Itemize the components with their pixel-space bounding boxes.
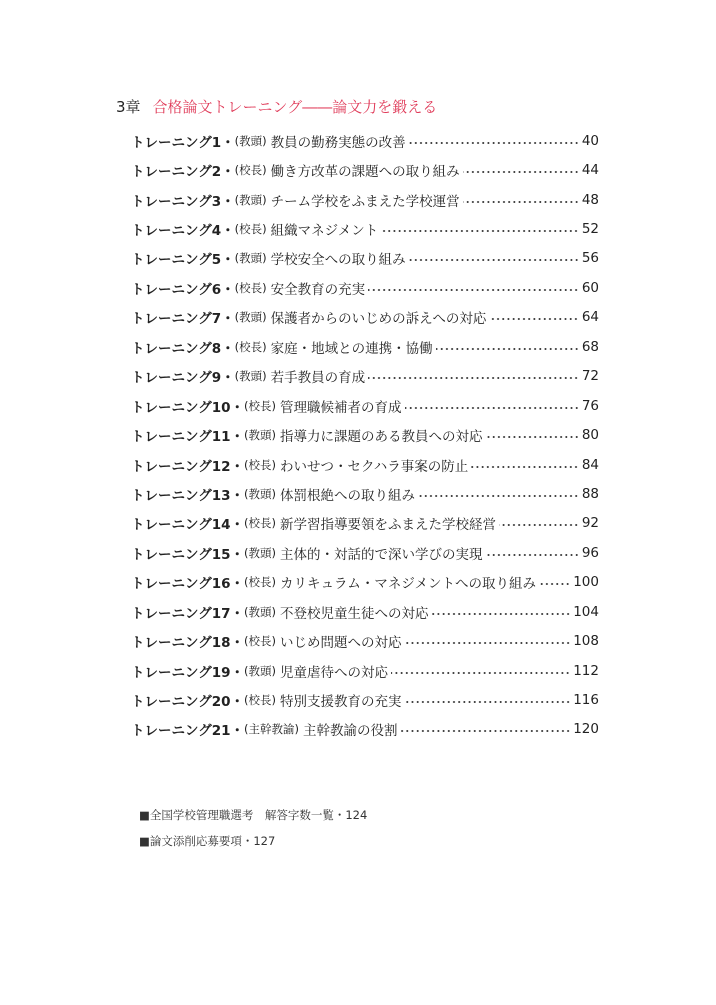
toc-entry bbox=[131, 155, 599, 184]
toc-entry-title: 新学習指導要領をふまえた学校経営 bbox=[280, 517, 497, 534]
leader-dots bbox=[405, 642, 571, 644]
leader-dots bbox=[463, 171, 579, 173]
toc-entry-page: 64 bbox=[581, 309, 599, 326]
toc-entry-title: 安全教育の充実 bbox=[270, 281, 366, 298]
toc-entry-title: 特別支援教育の充実 bbox=[280, 694, 402, 711]
chapter-heading bbox=[116, 97, 437, 117]
toc-entry-page: 80 bbox=[581, 427, 599, 444]
toc-entry-title: 学校安全への取り組み bbox=[270, 252, 406, 269]
toc-entry-title: 家庭・地域との連携・協働 bbox=[270, 340, 433, 357]
toc-entry-page: 96 bbox=[581, 544, 599, 561]
toc-entry-title: 管理職候補者の育成 bbox=[280, 399, 402, 416]
leader-dots bbox=[486, 554, 579, 556]
toc-entry-label: トレーニング8・ bbox=[131, 340, 235, 357]
leader-dots bbox=[405, 407, 579, 409]
leader-dots bbox=[381, 230, 579, 232]
toc-entry-label: トレーニング4・ bbox=[131, 223, 235, 240]
toc-entry-title: 児童虐待への対応 bbox=[280, 664, 389, 681]
toc-entry-page: 56 bbox=[581, 250, 599, 267]
toc-entry-title: 働き方改革の課題への取り組み bbox=[270, 164, 460, 181]
toc-entry-label: トレーニング10・ bbox=[131, 399, 245, 416]
toc-entry-page: 108 bbox=[573, 633, 599, 650]
toc-entry-role: (教頭) bbox=[244, 428, 277, 443]
toc-entry-page: 84 bbox=[581, 456, 599, 473]
appendix-item: ■論文添削応募要項・127 bbox=[139, 834, 276, 848]
toc-entry-label: トレーニング9・ bbox=[131, 370, 235, 387]
toc-entry-label: トレーニング1・ bbox=[131, 134, 235, 151]
toc-entry-role: (校長) bbox=[244, 516, 277, 531]
toc-entry-page: 104 bbox=[573, 603, 599, 620]
toc-entry-role: (校長) bbox=[234, 222, 267, 237]
toc-entry-label: トレーニング11・ bbox=[131, 429, 245, 446]
toc-entry-title: 組織マネジメント bbox=[270, 223, 379, 240]
leader-dots bbox=[409, 142, 579, 144]
appendix-item: ■全国学校管理職選考 解答字数一覧・124 bbox=[139, 808, 368, 822]
toc-entry-label: トレーニング6・ bbox=[131, 281, 235, 298]
toc-entry-page: 88 bbox=[581, 485, 599, 502]
toc-entry bbox=[131, 685, 599, 714]
leader-dots bbox=[432, 613, 571, 615]
toc-entry-title: いじめ問題への対応 bbox=[280, 635, 402, 652]
toc-entry-title: 指導力に課題のある教員への対応 bbox=[280, 429, 483, 446]
toc-entry bbox=[131, 509, 599, 538]
toc-entry-role: (教頭) bbox=[234, 251, 267, 266]
leader-dots bbox=[539, 583, 570, 585]
toc-entry-role: (主幹教諭) bbox=[244, 722, 300, 737]
toc-entry bbox=[131, 450, 599, 479]
toc-entry-role: (校長) bbox=[244, 634, 277, 649]
toc-entry-label: トレーニング3・ bbox=[131, 193, 235, 210]
leader-dots bbox=[436, 348, 579, 350]
toc-entry-page: 112 bbox=[573, 662, 599, 679]
toc-entry-role: (教頭) bbox=[244, 663, 277, 678]
chapter-number: 3章 bbox=[116, 98, 141, 116]
toc-entry-label: トレーニング13・ bbox=[131, 487, 245, 504]
leader-dots bbox=[368, 289, 579, 291]
toc-entry-role: (教頭) bbox=[234, 310, 267, 325]
toc-entry-label: トレーニング17・ bbox=[131, 605, 245, 622]
toc-entry-page: 120 bbox=[573, 721, 599, 738]
toc-entry bbox=[131, 303, 599, 332]
toc-entry-page: 72 bbox=[581, 368, 599, 385]
toc-entry-page: 44 bbox=[581, 162, 599, 179]
toc-entry-label: トレーニング5・ bbox=[131, 252, 235, 269]
toc-entry-title: カリキュラム・マネジメントへの取り組み bbox=[280, 576, 536, 593]
toc-entry-role: (校長) bbox=[244, 457, 277, 472]
toc-entry-label: トレーニング15・ bbox=[131, 546, 245, 563]
toc-entry-page: 60 bbox=[581, 279, 599, 296]
toc-entry-page: 40 bbox=[581, 132, 599, 149]
toc-entry-label: トレーニング21・ bbox=[131, 723, 245, 740]
toc-entry-title: 主幹教諭の役割 bbox=[303, 723, 398, 740]
toc-entry-role: (校長) bbox=[244, 398, 277, 413]
toc-entry bbox=[131, 538, 599, 567]
toc-entry-page: 76 bbox=[581, 397, 599, 414]
toc-entry bbox=[131, 568, 599, 597]
toc-entry bbox=[131, 715, 599, 744]
toc-entry bbox=[131, 244, 599, 273]
toc-entry-label: トレーニング18・ bbox=[131, 635, 245, 652]
toc-entry-label: トレーニング7・ bbox=[131, 311, 235, 328]
toc-entry bbox=[131, 479, 599, 508]
chapter-title: 合格論文トレーニング――論文力を鍛える bbox=[152, 98, 438, 116]
leader-dots bbox=[401, 730, 571, 732]
toc-entry bbox=[131, 332, 599, 361]
leader-dots bbox=[489, 318, 578, 320]
toc-entry-page: 116 bbox=[573, 692, 599, 709]
toc-entry-role: (教頭) bbox=[244, 604, 277, 619]
toc-entry-page: 68 bbox=[581, 338, 599, 355]
toc-entry-label: トレーニング12・ bbox=[131, 458, 245, 475]
toc-entry-label: トレーニング2・ bbox=[131, 164, 235, 181]
leader-dots bbox=[391, 672, 570, 674]
toc-entry bbox=[131, 214, 599, 243]
leader-dots bbox=[409, 259, 579, 261]
toc-entry-page: 92 bbox=[581, 515, 599, 532]
toc-entry bbox=[131, 656, 599, 685]
toc-entry bbox=[131, 362, 599, 391]
leader-dots bbox=[418, 495, 579, 497]
toc-entry-title: チーム学校をふまえた学校運営 bbox=[270, 193, 460, 210]
leader-dots bbox=[368, 377, 579, 379]
toc-entry-page: 52 bbox=[581, 221, 599, 238]
toc-entry-label: トレーニング16・ bbox=[131, 576, 245, 593]
toc-entry-role: (校長) bbox=[244, 693, 277, 708]
toc-entry bbox=[131, 420, 599, 449]
toc-entry-role: (教頭) bbox=[244, 486, 277, 501]
toc-entry bbox=[131, 185, 599, 214]
appendix-list bbox=[139, 806, 367, 858]
leader-dots bbox=[463, 201, 579, 203]
toc-entry-role: (教頭) bbox=[234, 133, 267, 148]
toc-entry bbox=[131, 626, 599, 655]
toc-entry-role: (教頭) bbox=[234, 369, 267, 384]
leader-dots bbox=[499, 524, 579, 526]
toc-entry-title: 教員の勤務実態の改善 bbox=[270, 134, 406, 151]
toc-entry bbox=[131, 273, 599, 302]
leader-dots bbox=[405, 701, 571, 703]
toc-entry-title: 主体的・対話的で深い学びの実現 bbox=[280, 546, 483, 563]
toc-entry-title: わいせつ・セクハラ事案の防止 bbox=[280, 458, 469, 475]
toc-entry-role: (校長) bbox=[234, 339, 267, 354]
toc-entry bbox=[131, 597, 599, 626]
leader-dots bbox=[471, 466, 579, 468]
toc-entry-role: (校長) bbox=[234, 163, 267, 178]
toc-entry-label: トレーニング14・ bbox=[131, 517, 245, 534]
toc-entry-title: 不登校児童生徒への対応 bbox=[280, 605, 429, 622]
toc-entry-role: (校長) bbox=[234, 280, 267, 295]
toc-entry-label: トレーニング19・ bbox=[131, 664, 245, 681]
toc-entry-title: 若手教員の育成 bbox=[270, 370, 366, 387]
toc-entry bbox=[131, 126, 599, 155]
toc-entry-page: 100 bbox=[573, 574, 599, 591]
toc-entry-role: (校長) bbox=[244, 575, 277, 590]
table-of-contents bbox=[131, 126, 599, 744]
toc-entry-title: 保護者からのいじめの訴えへの対応 bbox=[270, 311, 487, 328]
leader-dots bbox=[486, 436, 579, 438]
toc-entry bbox=[131, 391, 599, 420]
toc-entry-role: (教頭) bbox=[244, 545, 277, 560]
toc-entry-label: トレーニング20・ bbox=[131, 694, 245, 711]
toc-entry-page: 48 bbox=[581, 191, 599, 208]
toc-entry-role: (教頭) bbox=[234, 192, 267, 207]
toc-entry-title: 体罰根絶への取り組み bbox=[280, 487, 416, 504]
